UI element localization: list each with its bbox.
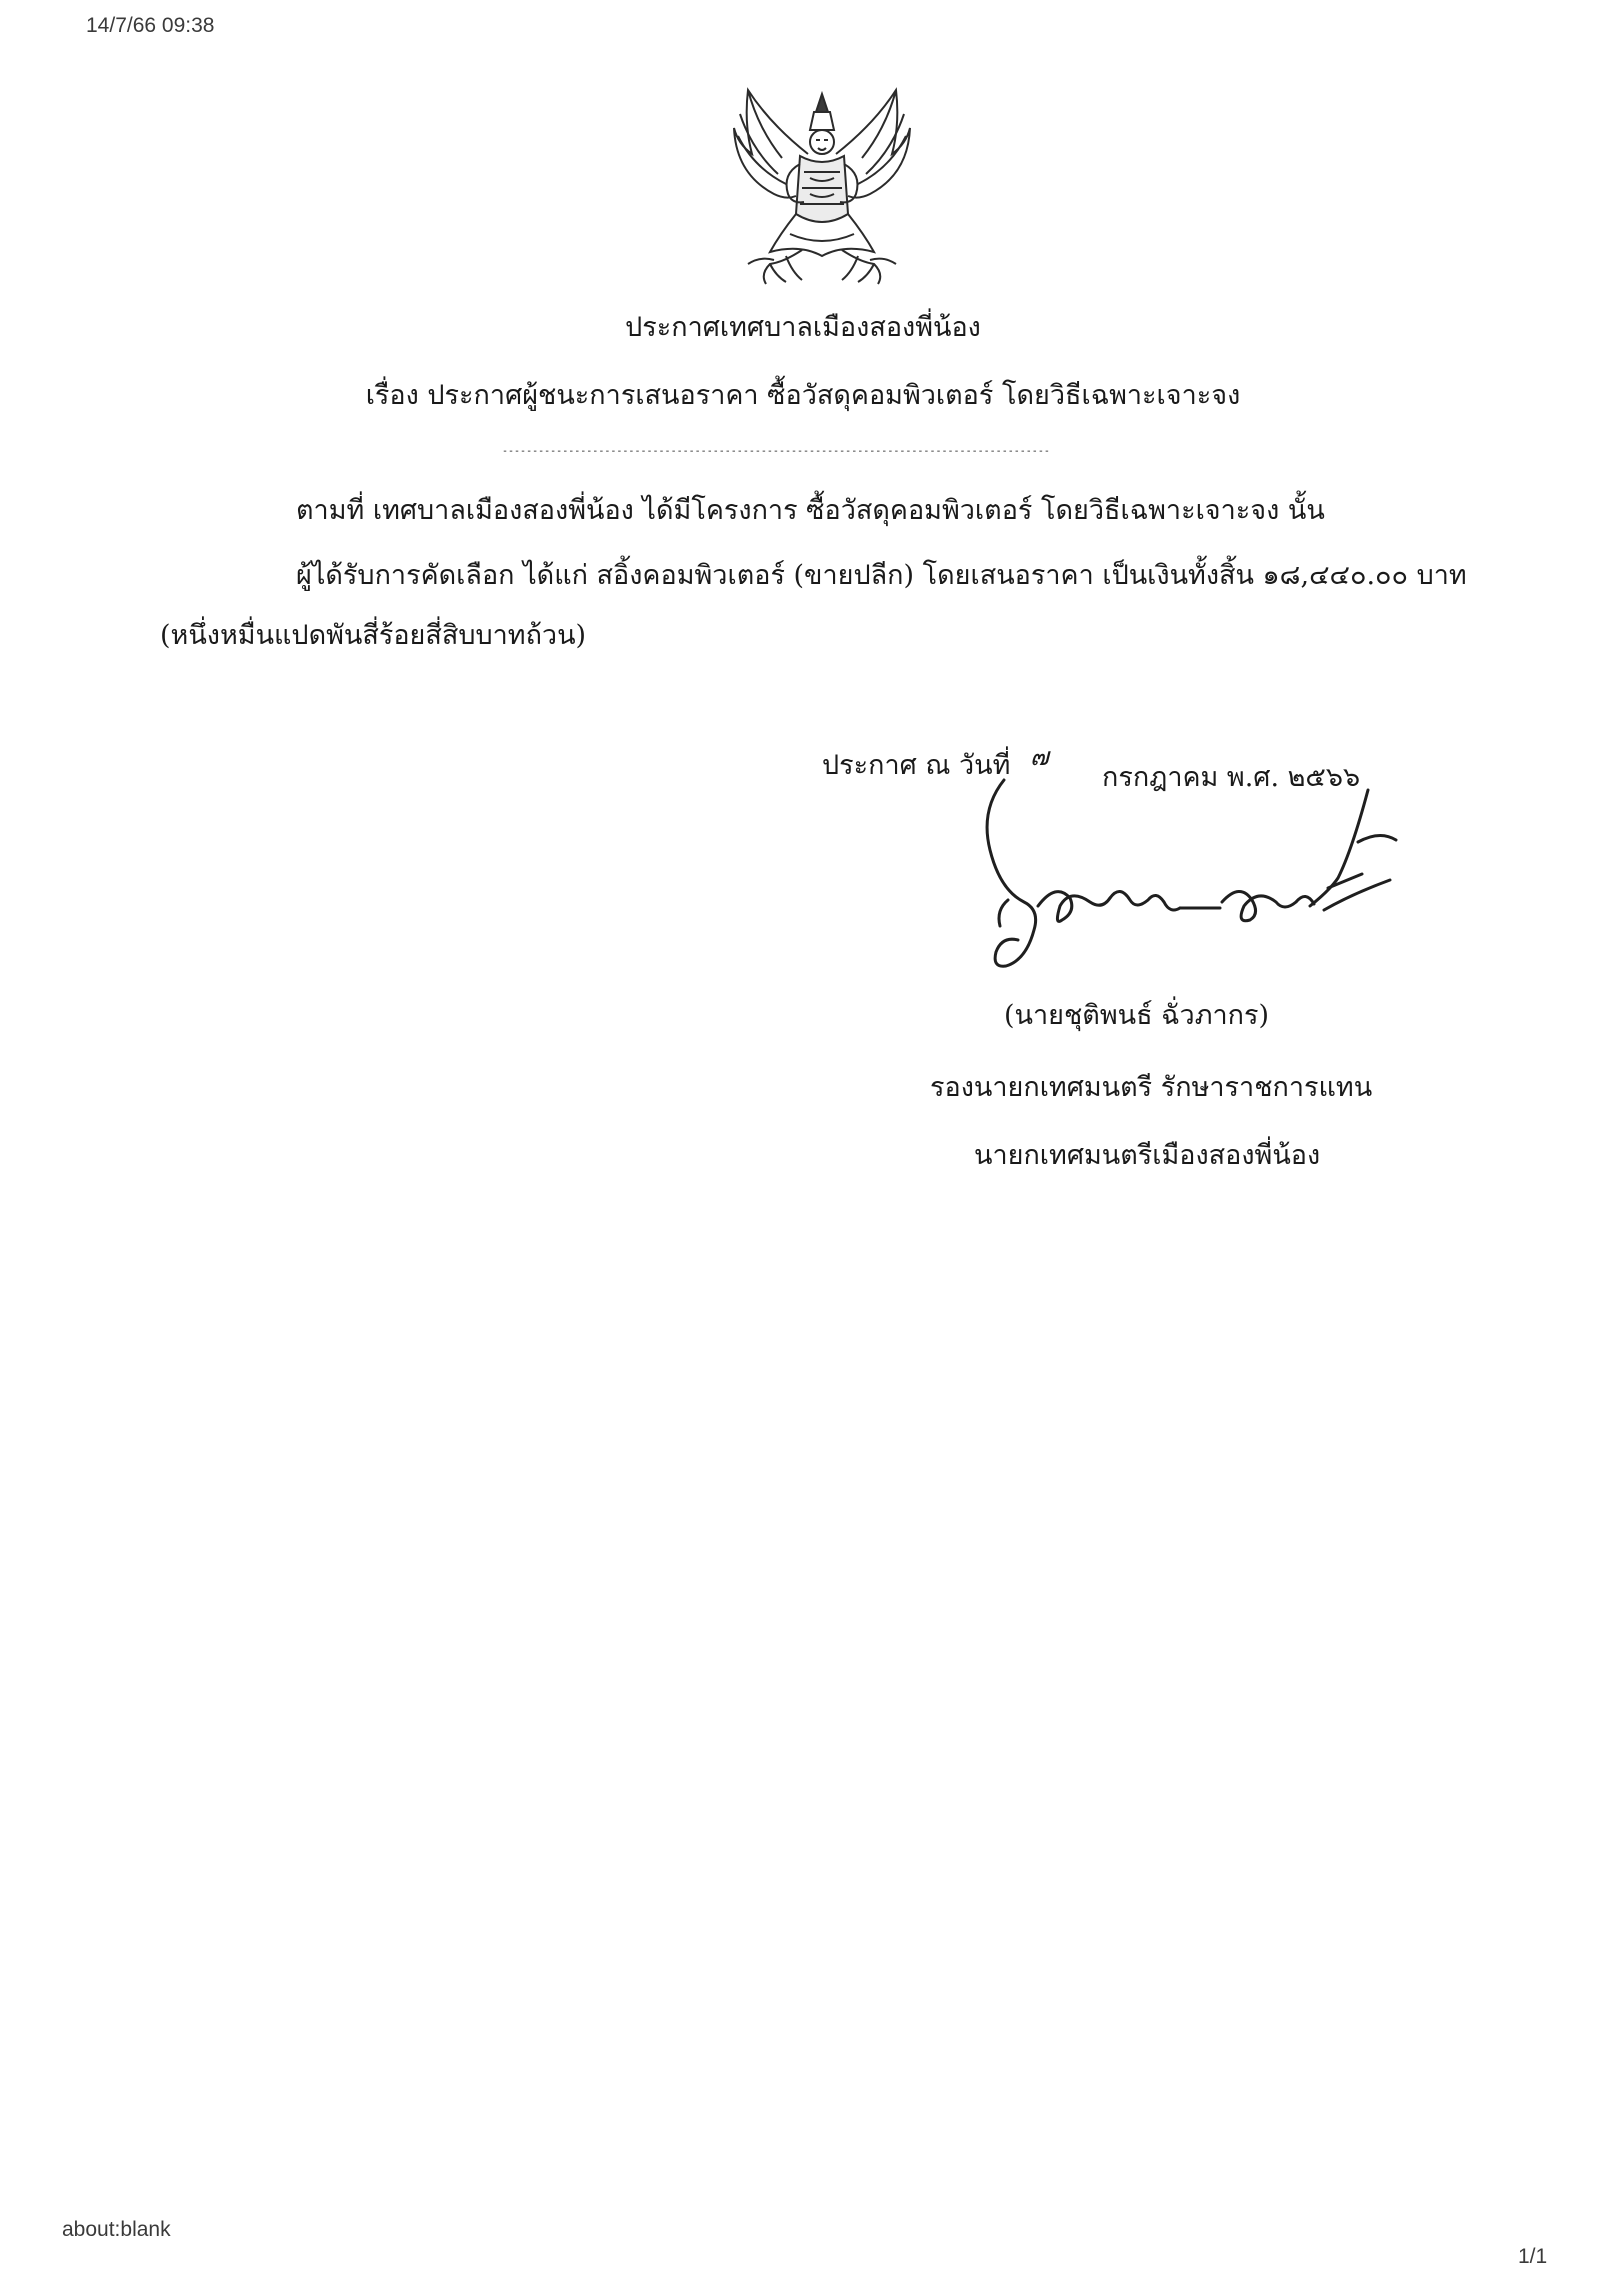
signatory-position-2: นายกเทศมนตรีเมืองสองพี่น้อง [974, 1140, 1321, 1171]
date-day: ๗ [1030, 742, 1049, 771]
signatory-position-1: รองนายกเทศมนตรี รักษาราชการแทน [930, 1072, 1373, 1103]
announcement-title: ประกาศเทศบาลเมืองสองพี่น้อง [625, 312, 981, 343]
signatory-name: (นายชุติพนธ์ ฉั่วภากร) [1004, 1000, 1270, 1031]
signature [960, 770, 1400, 980]
body-line-2: ผู้ได้รับการคัดเลือก ได้แก่ สอิ้งคอมพิวเตอร์ (ขายปลีก) โดยเสนอราคา เป็นเงินทั้งสิ้น ๑๘,๔๔๐.๐๐ บาท [296, 560, 1467, 591]
body-line-3: (หนึ่งหมื่นแปดพันสี่ร้อยสี่สิบบาทถ้วน) [160, 620, 587, 651]
announcement-subject: เรื่อง ประกาศผู้ชนะการเสนอราคา ซื้อวัสดุคอมพิวเตอร์ โดยวิธีเฉพาะเจาะจง [365, 380, 1241, 411]
date-prefix: ประกาศ ณ วันที่ [822, 750, 1011, 781]
date-month-year: กรกฎาคม พ.ศ. ๒๕๖๖ [1102, 762, 1361, 793]
garuda-emblem-icon [730, 84, 914, 290]
title-divider: ------------------------------------------------------------------------------------------- [502, 446, 1050, 457]
print-footer-url: about:blank [62, 2218, 171, 2241]
print-footer-page-count: 1/1 [1518, 2245, 1548, 2268]
print-datetime: 14/7/66 09:38 [86, 14, 215, 37]
body-line-1: ตามที่ เทศบาลเมืองสองพี่น้อง ได้มีโครงการ ซื้อวัสดุคอมพิวเตอร์ โดยวิธีเฉพาะเจาะจง นั้น [296, 495, 1325, 526]
